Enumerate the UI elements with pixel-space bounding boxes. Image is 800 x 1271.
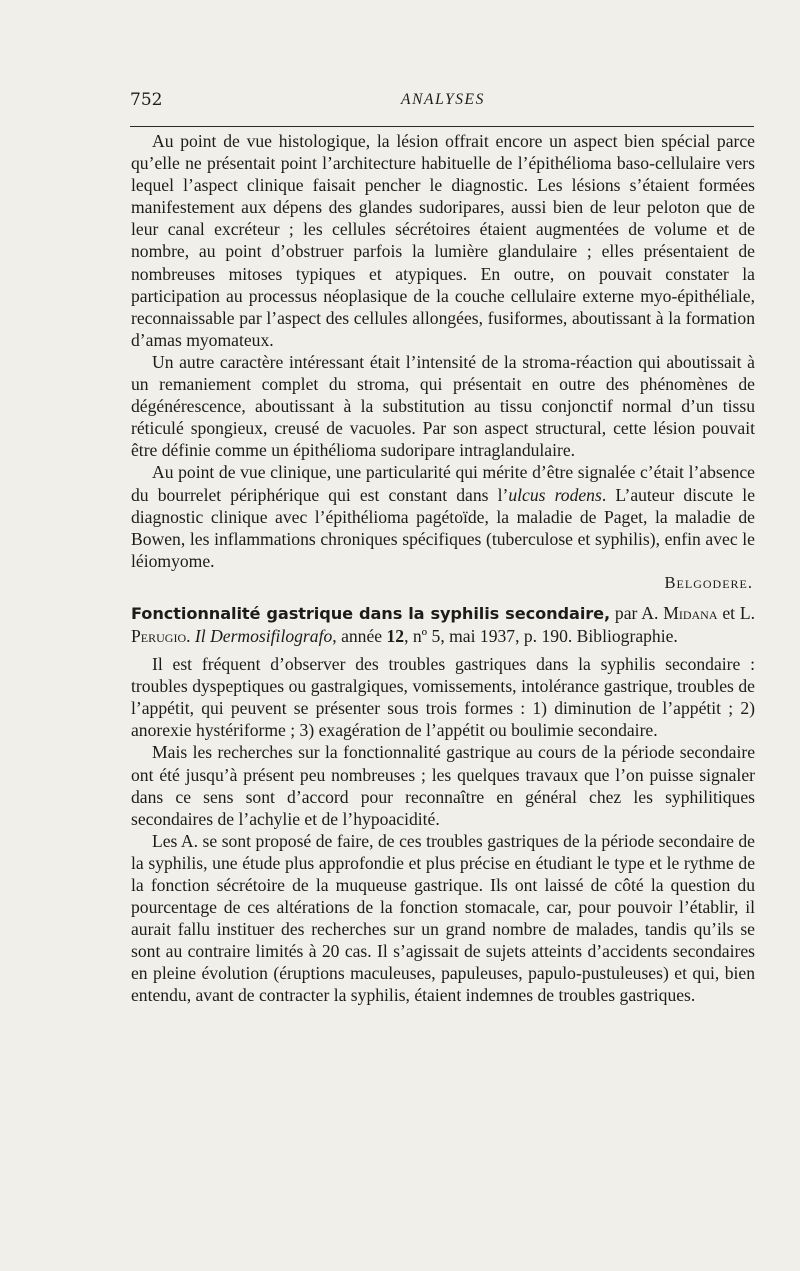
page-header [130, 90, 756, 118]
running-title: ANALYSES [401, 91, 485, 108]
article-heading: Fonctionnalité gastrique dans la syphilis secondaire, par A. Midana et L. Perugio. Il Dermosifilografo, année 12, nº 5, mai 1937, p. 190. Bibliographie. [131, 602, 755, 646]
journal-name: Il Dermosifilografo [194, 625, 333, 646]
author-name: Midana [663, 602, 718, 623]
paragraph-stroma-reaction: Un autre caractère intéressant était l’intensité de la stroma-réaction qui aboutissait à un remaniement complet du stroma, qui présentait en outre des phénomènes de dégénérescence, aboutissant à la substitution au tissu conjonctif normal d’un tissu réticulé spongieux, creusé de vacuoles. Par son aspect structural, cette lésion pouvait être définie comme un épithélioma sudoripare intraglandulaire. [131, 351, 755, 461]
article-title: Fonctionnalité gastrique dans la syphilis secondaire, [131, 603, 611, 623]
author-name: Perugio [131, 625, 187, 646]
paragraph-study-method: Les A. se sont proposé de faire, de ces troubles gastriques de la période secondaire de la syphilis, une étude plus approfondie et plus précise en étudiant le type et le rythme de la fonction sécrétoire de la muqueuse gastrique. Ils ont laissé de côté la question du pourcentage de ces altérations de la fonction stomacale, car, pour pouvoir l’établir, il aurait fallu instituer des recherches sur un grand nombre de malades, tandis qu’ils se sont au contraire limités à 20 cas. Il s’agissait de sujets atteints d’accidents secondaires en pleine évolution (éruptions maculeuses, papuleuses, papulo-pustuleuses) et qui, bien entendu, avant de contracter la syphilis, étaient indemnes de troubles gastriques. [131, 830, 755, 1006]
reviewer-signature: Belgodere. [664, 572, 753, 592]
paragraph-prior-research: Mais les recherches sur la fonctionnalité gastrique au cours de la période secondaire ont été jusqu’à présent peu nombreuses ; les quelques travaux que l’on puisse signaler dans ce sens sont d’accord pour reconnaître en général chez les syphilitiques secondaires de l’achylie et de l’hypoacidité. [131, 742, 755, 829]
paragraph-gastric-troubles: Il est fréquent d’observer des troubles gastriques dans la syphilis secondaire : troubles dyspeptiques ou gastralgiques, vomissements, intolérance gastrique, troubles de l’appétit, qui peuvent se présenter sous trois formes : 1) diminution de l’appétit ; 2) anorexie hystériforme ; 3) exagération de l’appétit ou boulimie secondaire. [131, 654, 755, 741]
article-body [131, 130, 755, 1007]
citation-details: , nº 5, mai 1937, p. 190. Bibliographie. [404, 625, 678, 646]
paragraph-clinical-text-end: . L’auteur discute le diagnostic clinique avec l’épithélioma pagétoïde, la maladie de Paget, la maladie de Bowen, les inflammations chroniques spécifiques (tuberculose et syphilis), enfin avec le léiomyome. [131, 484, 755, 571]
page-number: 752 [130, 90, 163, 110]
latin-term: ulcus rodens [508, 484, 602, 505]
paragraph-clinical-text-start: Au point de vue clinique, une particularité qui mérite d’être signalée c’était l’absence du bourrelet périphérique qui est constant dans l’ [131, 462, 755, 505]
header-rule [130, 126, 754, 127]
paragraph-histology: Au point de vue histologique, la lésion offrait encore un aspect bien spécial parce qu’elle ne présentait point l’architecture habituelle de l’épithélioma baso-cellulaire vers lequel l’aspect clinique faisait pencher le diagnostic. Les lésions s’étaient formées manifestement aux dépens des glandes sudoripares, aussi bien de leur peloton que de leur canal excréteur ; les cellules sécrétoires étaient augmentées de volume et de nombre, au point d’obstruer parfois la lumière glandulaire ; elles présentaient de nombreuses mitoses typiques et atypiques. En outre, on pouvait constater la participation au processus néoplasique de la couche cellulaire externe myo-épithéliale, reconnaissable par l’aspect des cellules allongées, fusiformes, aboutissant à la formation d’amas myomateux. [131, 131, 755, 350]
volume-number: 12 [386, 625, 405, 646]
paragraph-clinical [131, 461, 755, 571]
